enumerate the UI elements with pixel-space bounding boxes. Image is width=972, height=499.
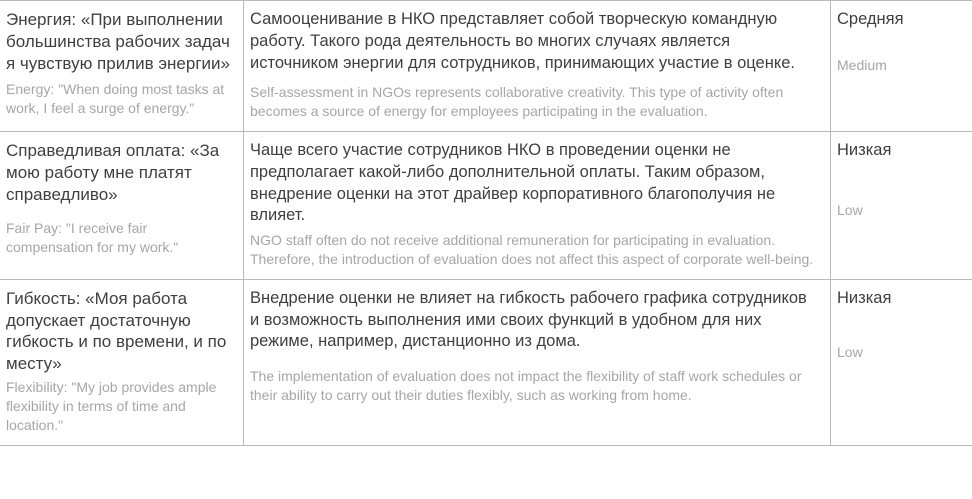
description-text-en: NGO staff often do not receive additional remuneration for participating in evaluation. Therefore, the introduction of evaluation does not affect this aspect of corporate well-being. xyxy=(250,232,814,268)
description-cell xyxy=(244,279,831,445)
driver-text-ru: Гибкость: «Моя работа допускает достаточную гибкость и по времени, и по месту» xyxy=(6,288,227,374)
table-row xyxy=(0,132,972,280)
driver-text-en: Flexibility: "My job provides ample flexibility in terms of time and location." xyxy=(6,378,217,433)
level-text-en: Medium xyxy=(837,57,887,74)
level-cell xyxy=(831,1,972,132)
level-cell xyxy=(831,132,972,280)
driver-text-ru: Справедливая оплата: «За мою работу мне платят справедливо» xyxy=(6,141,220,204)
driver-text-en: Energy: "When doing most tasks at work, I feel a surge of energy." xyxy=(6,81,225,117)
level-cell xyxy=(831,279,972,445)
level-text-ru: Низкая xyxy=(837,141,892,160)
driver-cell xyxy=(0,279,244,445)
level-text-en: Low xyxy=(837,344,863,361)
description-text-en: Self-assessment in NGOs represents collaborative creativity. This type of activity often becomes a source of energy for employees participating in the evaluation. xyxy=(250,84,784,120)
description-cell xyxy=(244,1,831,132)
level-text-ru: Низкая xyxy=(837,288,892,307)
description-text-ru: Самооценивание в НКО представляет собой творческую командную работу. Такого рода деятельность во многих случаях является источником энергии для сотрудников, принимающих участие в оценке. xyxy=(250,10,795,72)
table-row xyxy=(0,279,972,445)
level-text-en: Low xyxy=(837,202,863,219)
driver-text-en: Fair Pay: "I receive fair compensation for my work." xyxy=(6,220,179,256)
description-text-ru: Чаще всего участие сотрудников НКО в проведении оценки не предполагает какой-либо дополнительной оплаты. Таким образом, внедрение оценки на этот драйвер корпоративного благополучия не влияет. xyxy=(250,141,776,225)
driver-text-ru: Энергия: «При выполнении большинства рабочих задач я чувствую прилив энергии» xyxy=(6,10,230,73)
driver-cell xyxy=(0,132,244,280)
table-row xyxy=(0,1,972,132)
description-text-ru: Внедрение оценки не влияет на гибкость рабочего графика сотрудников и возможность выполнения ими своих функций в удобном для них режиме, например, дистанционно из дома. xyxy=(250,288,807,351)
level-text-ru: Средняя xyxy=(837,10,904,28)
description-text-en: The implementation of evaluation does not impact the flexibility of staff work schedules or their ability to carry out their duties flexibly, such as working from home. xyxy=(250,368,802,404)
driver-cell xyxy=(0,1,244,132)
description-cell xyxy=(244,132,831,280)
